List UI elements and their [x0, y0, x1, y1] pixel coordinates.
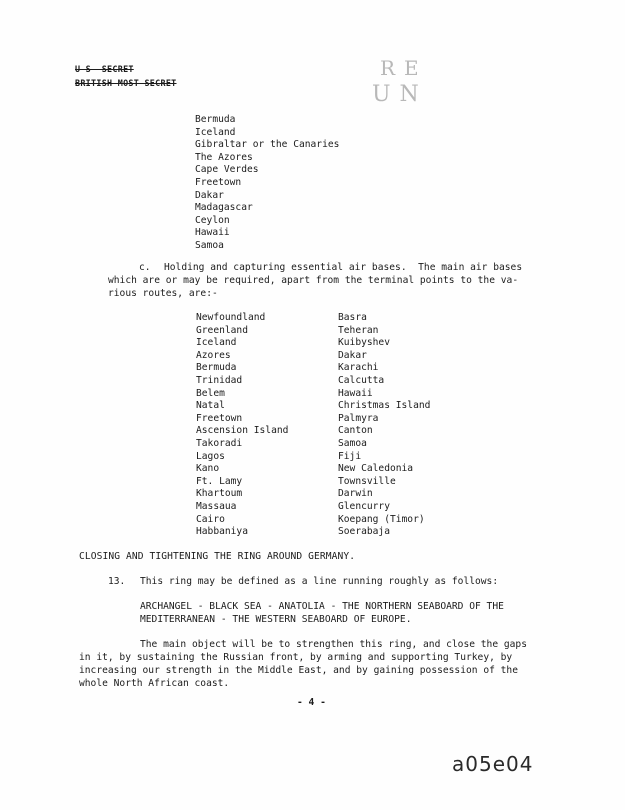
air-base-item: Koepang (Timor)	[338, 513, 425, 525]
strategic-points-list	[195, 114, 339, 253]
air-base-item: Palmyra	[338, 412, 379, 424]
air-base-item: Natal	[196, 400, 225, 412]
air-base-item: Christmas Island	[338, 400, 431, 412]
main-object-line4: whole North African coast.	[79, 678, 230, 689]
air-base-item: Darwin	[338, 488, 373, 500]
air-base-item: Iceland	[196, 337, 237, 349]
air-base-item: Calcutta	[338, 374, 385, 386]
section-c-line1: Holding and capturing essential air bases. The main air bases	[164, 262, 523, 273]
air-base-item: Trinidad	[196, 374, 243, 386]
classification-british-most-secret: BRITISH MOST SECRET	[75, 78, 177, 88]
section-heading: CLOSING AND TIGHTENING THE RING AROUND GERMANY.	[79, 551, 356, 562]
air-base-item: Hawaii	[338, 387, 373, 399]
ring-definition-line1: ARCHANGEL - BLACK SEA - ANATOLIA - THE NORTHERN SEABOARD OF THE	[140, 601, 504, 612]
air-base-item: Soerabaja	[338, 526, 390, 538]
strategic-point-item: Ceylon	[195, 214, 230, 226]
ring-definition-line2: MEDITERRANEAN - THE WESTERN SEABOARD OF EUROPE.	[140, 614, 412, 625]
strategic-point-item: Freetown	[195, 176, 242, 188]
page-number: - 4 -	[297, 697, 326, 708]
air-base-item: Samoa	[338, 437, 367, 449]
air-base-item: Lagos	[196, 450, 225, 462]
air-base-item: Kuibyshev	[338, 337, 390, 349]
air-base-item: Bermuda	[196, 362, 237, 374]
strategic-point-item: Cape Verdes	[195, 164, 259, 176]
air-base-item: New Caledonia	[338, 463, 414, 475]
air-bases-column-right	[338, 312, 430, 539]
declassified-stamp-line2: UN	[372, 82, 428, 107]
classification-us-secret: U S SECRET	[75, 64, 134, 74]
air-base-item: Basra	[338, 312, 367, 323]
air-base-item: Greenland	[196, 324, 248, 336]
strategic-point-item: Bermuda	[195, 114, 236, 125]
strategic-point-item: Hawaii	[195, 227, 230, 239]
air-base-item: Newfoundland	[196, 312, 266, 323]
air-bases-column-left	[196, 312, 288, 539]
air-base-item: Canton	[338, 425, 373, 437]
air-base-item: Ft. Lamy	[196, 475, 243, 487]
section-c-line3: rious routes, are:-	[108, 288, 218, 299]
handwritten-archive-id: a05e04	[452, 752, 534, 776]
air-base-item: Kano	[196, 463, 220, 475]
main-object-line2: in it, by sustaining the Russian front, by arming and supporting Turkey, by	[79, 652, 513, 663]
air-base-item: Cairo	[196, 513, 225, 525]
air-base-item: Fiji	[338, 450, 362, 462]
air-base-item: Ascension Island	[196, 425, 289, 437]
air-base-item: Karachi	[338, 362, 379, 374]
air-base-item: Dakar	[338, 349, 367, 361]
strategic-point-item: Madagascar	[195, 202, 253, 214]
air-base-item: Freetown	[196, 412, 243, 424]
paragraph-13-text: This ring may be defined as a line running roughly as follows:	[140, 576, 499, 587]
air-base-item: Azores	[196, 349, 231, 361]
section-c-line2: which are or may be required, apart from the terminal points to the va-	[108, 275, 519, 286]
strategic-point-item: Samoa	[195, 239, 224, 251]
air-base-item: Teheran	[338, 324, 379, 336]
air-base-item: Belem	[196, 387, 225, 399]
air-base-item: Habbaniya	[196, 526, 248, 538]
air-base-item: Glencurry	[338, 500, 390, 512]
main-object-line3: increasing our strength in the Middle East, and by gaining possession of the	[79, 665, 518, 676]
air-base-item: Khartoum	[196, 488, 243, 500]
strategic-point-item: Iceland	[195, 126, 236, 138]
strategic-point-item: Gibraltar or the Canaries	[195, 139, 340, 151]
paragraph-13-number: 13.	[108, 576, 126, 587]
air-base-item: Townsville	[338, 475, 396, 487]
section-c-marker: c.	[139, 262, 151, 273]
declassified-stamp-line1: RE	[380, 56, 428, 80]
air-base-item: Massaua	[196, 500, 237, 512]
air-base-item: Takoradi	[196, 437, 243, 449]
strategic-point-item: Dakar	[195, 189, 224, 201]
strategic-point-item: The Azores	[195, 151, 253, 163]
main-object-line1: The main object will be to strengthen this ring, and close the gaps	[140, 639, 527, 650]
